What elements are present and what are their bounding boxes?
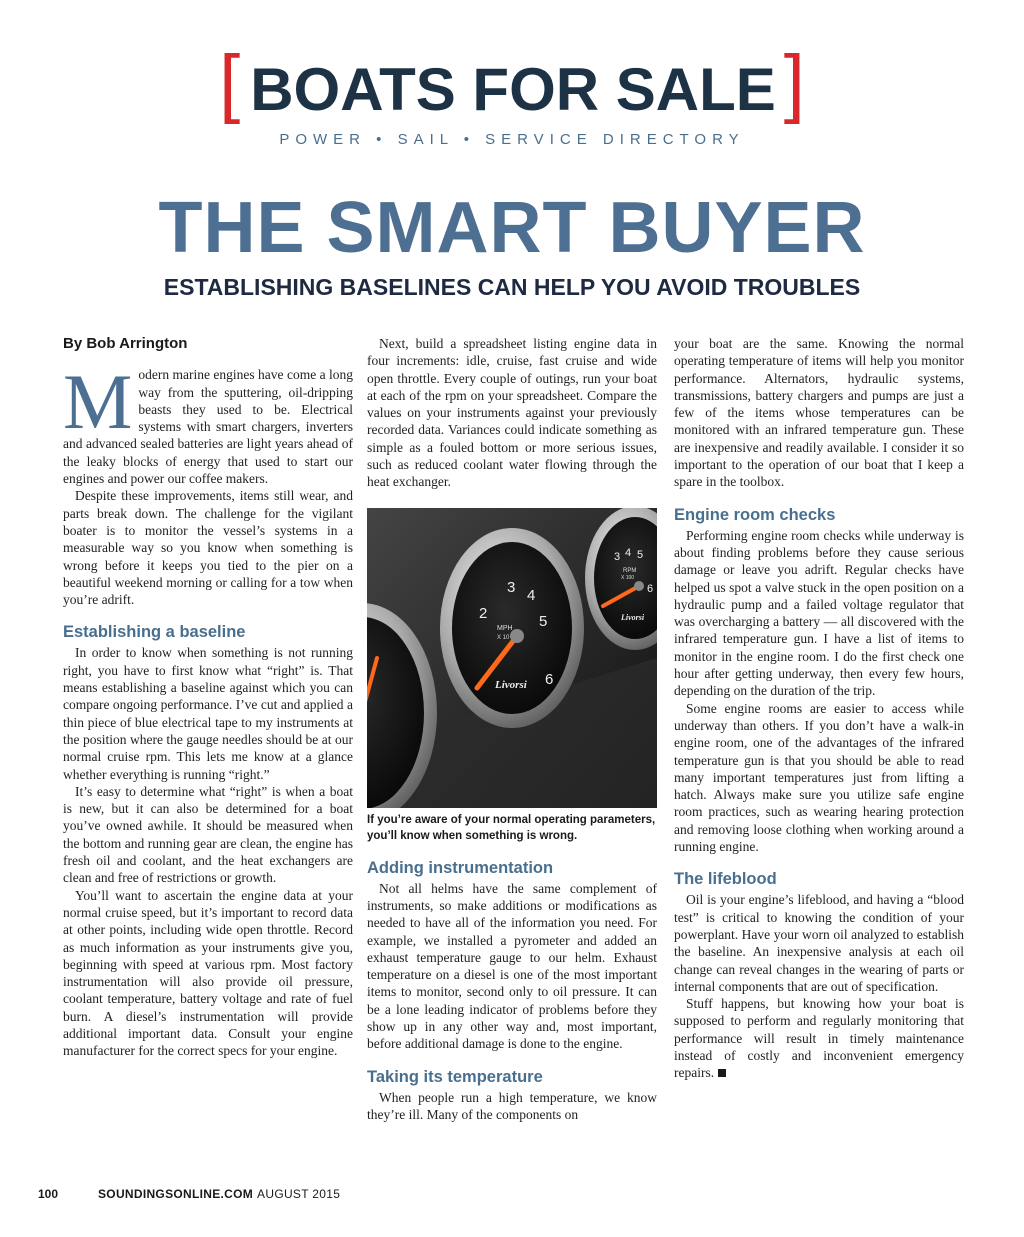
gauges-illustration <box>367 508 657 808</box>
column-2 <box>367 335 657 1123</box>
gauges-photo <box>367 508 657 808</box>
engine-room-paragraph-1: Performing engine room checks while underway is about finding problems before they cause serious damage or leave you adrift. Regular checks have helped us spot a valve stuck in the open position on a hydraulic pump and a failed voltage regulator that was overcharging a battery — all discovered with the infrared temperature gun. I have a list of items to monitor in the engine room. I do the first check one hour after getting underway, then every few hours, depending on the duration of the trip. <box>674 527 964 699</box>
article-subheadline: ESTABLISHING BASELINES CAN HELP YOU AVOID TROUBLES <box>163 274 861 300</box>
masthead-title: BOATS FOR SALE <box>250 56 776 123</box>
lifeblood-paragraph-2-text: Stuff happens, but knowing how your boat is supposed to perform and regularly monitoring that performance will result in timely maintenance instead of costly and inconvenient emergency repairs. <box>674 996 964 1081</box>
right-gauge-number: 3 <box>614 550 621 563</box>
dropcap: M <box>63 358 133 446</box>
lifeblood-paragraph-1: Oil is your engine’s lifeblood, and having a “blood test” is critical to knowing the condition of your powerplant. Have your worn oil analyzed to establish the baseline. An inexpensive analysis at each oil change can reveal changes in the wearing of parts or internal components that are out of specification. <box>674 892 964 994</box>
heading-taking-temperature: Taking its temperature <box>367 1067 543 1086</box>
heading-establishing-baseline: Establishing a baseline <box>63 623 246 642</box>
baseline-paragraph-3: You’ll want to ascertain the engine data at your normal cruise speed, but it’s important to record data at other points, including wide open throttle. Record as much information as your instruments give you, beginning with speed at various rpm. Most factory instrumentation will also provide oil pressure, coolant temperature, battery voltage and rate of fuel burn. A diesel’s instrumentation will provide additional important data. Consult your engine manufacturer for the correct specs for your engine. <box>63 887 353 1059</box>
masthead-bracket-right: ] <box>783 40 805 125</box>
column-3 <box>674 335 964 1082</box>
baseline-paragraph-4: Next, build a spreadsheet listing engine data in four increments: idle, cruise, fast cruise and wide open throttle. Every couple of outings, run your boat at each of the rpm on your spreadsheet. Compare the values on your instruments against your previously recorded data. Variances could indicate something as simple as a fouled bottom or more serious issues, such as reduced coolant water flowing through the heat exchanger. <box>367 336 657 490</box>
right-gauge-brand: Livorsi <box>621 612 645 622</box>
heading-adding-instrumentation: Adding instrumentation <box>367 858 554 877</box>
center-gauge-unit: MPH <box>497 624 513 632</box>
masthead <box>0 40 1024 148</box>
masthead-title-row <box>0 40 1024 133</box>
instrumentation-paragraph-1: Not all helms have the same complement of instruments, so make additions or modifications as needed to have all of the information you need. For example, we installed a pyrometer and added an exhaust temperature gauge to our helm. Exhaust temperature on a diesel is one of the most important items to monitor, second only to oil pressure. It can be a lone leading indicator of problems before they show up in any other way and, most important, before additional damage is done to the engine. <box>367 880 657 1052</box>
baseline-paragraph-2: It’s easy to determine what “right” is when a boat is new, but it can also be determined for a boat you’ve owned awhile. It should be measured when the bottom and running gear are clean, the engine has fresh oil and coolant, and the heat exchangers are clean and free of restrictions or growth. <box>63 783 353 886</box>
masthead-bracket-left: [ <box>219 40 241 125</box>
temperature-paragraph-1a: When people run a high temperature, we know they’re ill. Many of the components on <box>367 1089 657 1122</box>
engine-room-paragraph-2: Some engine rooms are easier to access while underway than others. If you don’t have a walk-in engine room, one of the advantages of the infrared temperature gun is that you should be able to read many important temperatures just from lifting a hatch. Always make sure you utilize safe engine room practices, such as wearing hearing protection and removing loose clothing when working around a running engine. <box>674 700 964 855</box>
footer-date: AUGUST 2015 <box>257 1187 341 1201</box>
baseline-paragraph-1: In order to know when something is not running right, you have to first know what “right” is. That means establishing a baseline against which you can compare ongoing performance. I’ve cut and applied a thin piece of blue electrical tape to my instruments at the position where the gauge needles should be at our normal cruise rpm. This lets me know at a glance whether everything is running “right.” <box>63 645 353 782</box>
right-gauge-unit: RPM <box>623 567 637 574</box>
right-gauge-number: 4 <box>625 546 632 559</box>
right-gauge-number: 5 <box>637 548 644 561</box>
right-gauge-multiplier: X 100 <box>621 574 635 581</box>
footer-site: SOUNDINGSONLINE.COM <box>98 1187 254 1201</box>
center-gauge-number: 2 <box>479 604 488 622</box>
center-gauge-multiplier: X 10 <box>497 634 510 641</box>
temperature-paragraph-1b: your boat are the same. Knowing the normal operating temperature of items will help you monitor performance. Alternators, hydraulic systems, transmissions, battery chargers and pumps are just a few of the items whose temperatures can be monitored with an infrared temperature gun. These are inexpensive and readily available. I consider it so important to the operation of our boat that I keep a spare in the toolbox. <box>674 336 964 490</box>
right-gauge-number: 6 <box>647 582 654 595</box>
heading-lifeblood: The lifeblood <box>674 870 777 889</box>
center-gauge-number: 3 <box>507 578 516 596</box>
byline: By Bob Arrington <box>63 335 188 352</box>
intro-paragraph-1-text: odern marine engines have come a long way from the sputtering, oil-dripping beasts they used to be. Electrical systems with smart chargers, inverters and advanced sealed batteries are light years ahead of the leaky blocks of energy that used to start our engines and power our coffee makers. <box>63 367 353 487</box>
center-gauge-number: 5 <box>539 612 548 630</box>
intro-paragraph-1 <box>63 358 353 487</box>
lifeblood-paragraph-2 <box>674 995 964 1081</box>
center-gauge-number: 4 <box>527 586 536 604</box>
page-number: 100 <box>38 1187 59 1201</box>
center-gauge-brand: Livorsi <box>495 678 527 691</box>
page-footer <box>38 1187 340 1201</box>
masthead-subtitle: POWER • SAIL • SERVICE DIRECTORY <box>279 131 745 148</box>
column-1 <box>63 335 353 1060</box>
heading-engine-room-checks: Engine room checks <box>674 505 836 524</box>
end-mark <box>718 1069 726 1077</box>
center-gauge-number: 6 <box>545 670 554 688</box>
article-headline: THE SMART BUYER <box>158 188 866 268</box>
center-gauge <box>440 528 584 728</box>
photo-caption: If you’re aware of your normal operating parameters, you’ll know when something is wrong. <box>367 813 656 842</box>
intro-paragraph-2: Despite these improvements, items still wear, and parts break down. The challenge for the vigilant boater is to monitor the vessel’s systems in a measurable way so you know when something is wrong before it keeps you tied to the pier on a beautiful weekend morning or calling for a tow when you’re adrift. <box>63 488 353 608</box>
